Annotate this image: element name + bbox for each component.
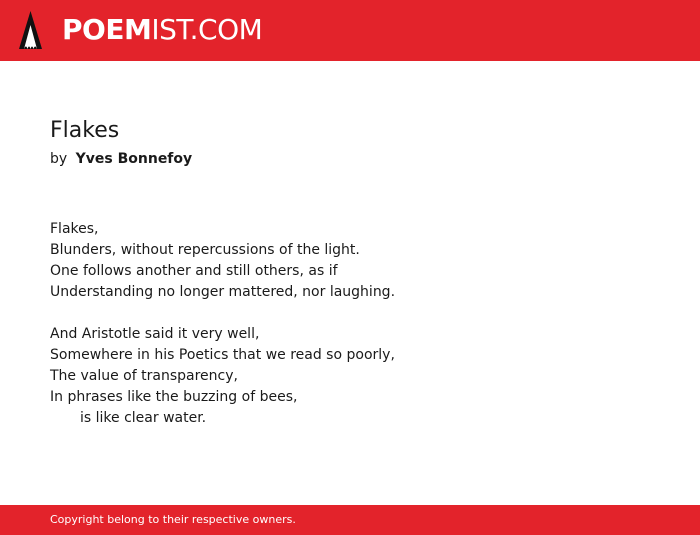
author-name[interactable]: Yves Bonnefoy: [75, 151, 193, 167]
copyright-text: Copyright belong to their respective owners.: [50, 513, 296, 526]
poem-body: [50, 219, 395, 450]
site-logo[interactable]: [62, 13, 262, 47]
stanza: [50, 324, 395, 429]
poem-byline: [50, 150, 192, 168]
poem-line: Understanding no longer mattered, nor laughing.: [50, 284, 396, 300]
poem-line: In phrases like the buzzing of bees,: [50, 389, 298, 405]
poem-line: Blunders, without repercussions of the light.: [50, 242, 360, 258]
logo-light-text: IST.COM: [151, 13, 263, 46]
site-header: [0, 0, 700, 61]
poem-line: Somewhere in his Poetics that we read so poorly,: [50, 347, 395, 363]
poem-title: Flakes: [50, 118, 120, 143]
by-label: by: [50, 151, 68, 167]
poem-line: The value of transparency,: [50, 368, 238, 384]
poem-line: Flakes,: [50, 221, 99, 237]
logo-bold-text: POEM: [62, 13, 152, 46]
site-footer: [0, 505, 700, 535]
poem-line: One follows another and still others, as if: [50, 263, 338, 279]
poem-line: And Aristotle said it very well,: [50, 326, 260, 342]
stanza: [50, 219, 395, 303]
pencil-tip-icon[interactable]: [18, 11, 43, 51]
poem-line: is like clear water.: [80, 410, 207, 426]
